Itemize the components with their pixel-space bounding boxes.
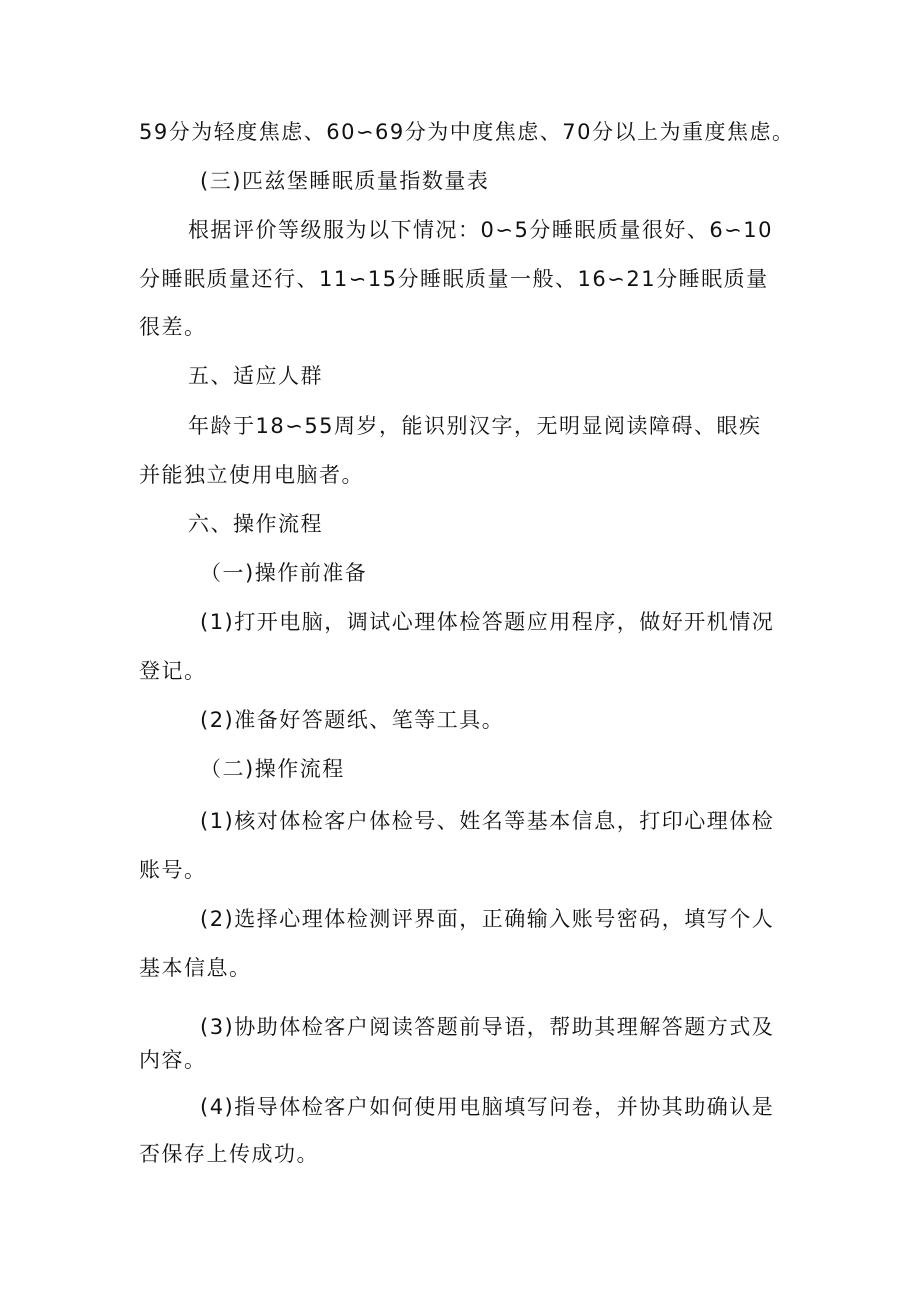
paragraph-line-step-2b: 基本信息。 — [139, 956, 252, 980]
paragraph-line-population-1: 年龄于18∽55周岁，能识别汉字，无明显阅读障碍、眼疾 — [188, 414, 762, 438]
paragraph-line-step-3a: (3)协助体检客户阅读答题前导语，帮助其理解答题方式及 — [200, 1015, 775, 1039]
paragraph-line-step-2a: (2)选择心理体检测评界面，正确输入账号密码，填写个人 — [200, 907, 775, 931]
paragraph-line-step-4b: 否保存上传成功。 — [139, 1142, 319, 1166]
paragraph-line-psqi-2: 分睡眠质量还行、11∽15分睡眠质量一般、16∽21分睡眠质量 — [139, 267, 769, 291]
paragraph-line-step-1a: (1)核对体检客户体检号、姓名等基本信息，打印心理体检 — [200, 809, 775, 833]
paragraph-line-step-1b: 账号。 — [139, 858, 207, 882]
heading-operation-flow: 六、操作流程 — [188, 512, 323, 536]
subheading-operation-flow: （二)操作流程 — [200, 757, 345, 781]
paragraph-line-anxiety-scale-end: 59分为轻度焦虑、60∽69分为中度焦虑、70分以上为重度焦虑。 — [139, 120, 795, 144]
heading-psqi: (三)匹兹堡睡眠质量指数量表 — [200, 169, 490, 193]
paragraph-line-prep-2: (2)准备好答题纸、笔等工具。 — [200, 708, 505, 732]
heading-target-population: 五、适应人群 — [188, 364, 323, 388]
paragraph-line-prep-1b: 登记。 — [139, 659, 207, 683]
paragraph-line-step-4a: (4)指导体检客户如何使用电脑填写问卷，并协其助确认是 — [200, 1095, 775, 1119]
paragraph-line-step-3b: 内容。 — [139, 1048, 207, 1072]
paragraph-line-population-2: 并能独立使用电脑者。 — [139, 463, 364, 487]
paragraph-line-prep-1a: (1)打开电脑，调试心理体检答题应用程序，做好开机情况 — [200, 610, 775, 634]
subheading-preparation: （一)操作前准备 — [200, 561, 368, 585]
paragraph-line-psqi-3: 很差。 — [139, 315, 207, 339]
paragraph-line-psqi-1: 根据评价等级服为以下情况：0∽5分睡眠质量很好、6∽10 — [188, 218, 773, 242]
